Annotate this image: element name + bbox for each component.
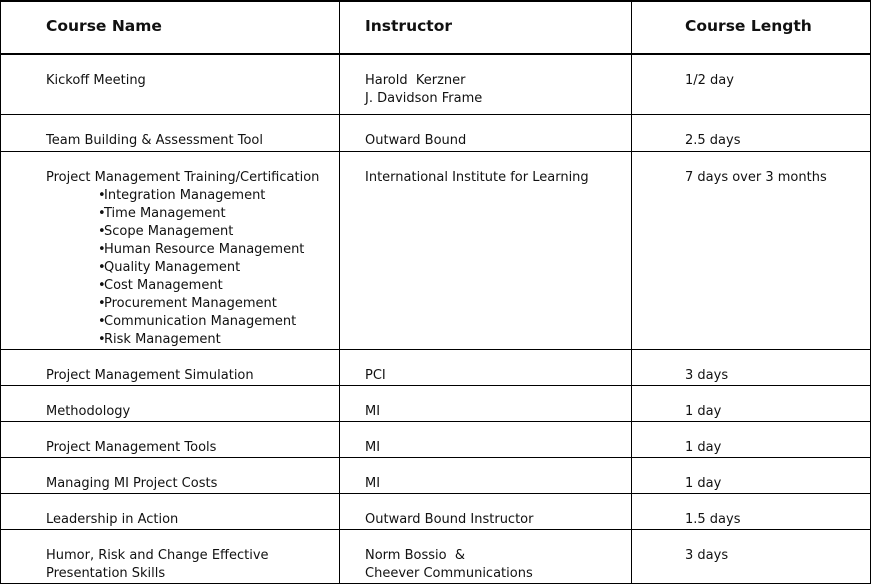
course-subtopic — [46, 331, 339, 349]
instructor-cell — [340, 54, 632, 114]
table-row — [1, 151, 871, 349]
course-name: Project Management Simulation — [46, 367, 254, 383]
instructor-name: Outward Bound Instructor — [365, 511, 534, 527]
course-subtopic — [46, 223, 339, 241]
course-name: Humor, Risk and Change Effective — [46, 547, 269, 563]
course-name: Kickoff Meeting — [46, 73, 146, 88]
course-subtopic — [46, 277, 339, 295]
table-row — [1, 493, 871, 529]
course-length-cell — [632, 349, 871, 385]
course-length-cell — [632, 151, 871, 349]
course-name-cell — [1, 54, 340, 114]
course-name-cell — [1, 421, 340, 457]
subtopic-label: Procurement Management — [104, 295, 277, 311]
course-name: Team Building & Assessment Tool — [46, 132, 263, 148]
course-length: 1.5 days — [685, 511, 741, 527]
course-length: 1 day — [685, 403, 722, 419]
bullet-icon: • — [98, 205, 106, 221]
header-course-length: Course Length — [632, 1, 871, 54]
course-length-cell — [632, 529, 871, 583]
course-name-cell — [1, 114, 340, 151]
subtopic-label: Time Management — [104, 205, 226, 221]
instructor-cell — [340, 529, 632, 583]
header-course-name: Course Name — [1, 1, 340, 54]
bullet-icon: • — [98, 241, 106, 257]
course-subtopic — [46, 241, 339, 259]
course-length: 2.5 days — [685, 132, 741, 148]
instructor-name: Cheever Communications — [365, 565, 533, 581]
course-name: Methodology — [46, 403, 131, 419]
course-name: Leadership in Action — [46, 511, 179, 527]
table-row — [1, 529, 871, 583]
course-name-cell — [1, 151, 340, 349]
instructor-name: PCI — [365, 367, 386, 383]
bullet-icon: • — [98, 295, 106, 311]
bullet-icon: • — [98, 313, 106, 329]
course-length: 3 days — [685, 367, 729, 383]
course-name-cell — [1, 385, 340, 421]
course-subtopic — [46, 187, 339, 205]
subtopic-label: Quality Management — [104, 259, 241, 275]
instructor-cell — [340, 385, 632, 421]
subtopic-label: Communication Management — [104, 313, 297, 329]
table-row — [1, 349, 871, 385]
bullet-icon: • — [98, 187, 106, 203]
instructor-name: MI — [365, 475, 381, 491]
table-row — [1, 385, 871, 421]
course-length-cell — [632, 114, 871, 151]
course-length: 1 day — [685, 475, 722, 491]
course-length: 1 day — [685, 439, 722, 455]
instructor-cell — [340, 151, 632, 349]
header-row — [1, 1, 871, 54]
table-row — [1, 421, 871, 457]
course-length: 7 days over 3 months — [685, 169, 827, 185]
course-length-cell — [632, 54, 871, 114]
course-subtopic — [46, 259, 339, 277]
course-length-cell — [632, 421, 871, 457]
course-length-cell — [632, 457, 871, 493]
table-row — [1, 54, 871, 114]
instructor-cell — [340, 114, 632, 151]
bullet-icon: • — [98, 277, 106, 293]
table-row — [1, 457, 871, 493]
course-name-cell — [1, 493, 340, 529]
instructor-cell — [340, 349, 632, 385]
bullet-icon: • — [98, 331, 106, 347]
course-name: Project Management Tools — [46, 439, 217, 455]
course-length-cell — [632, 493, 871, 529]
instructor-cell — [340, 457, 632, 493]
instructor-name: Norm Bossio & — [365, 547, 465, 563]
instructor-cell — [340, 493, 632, 529]
instructor-cell — [340, 421, 632, 457]
course-length: 3 days — [685, 547, 729, 563]
instructor-name: International Institute for Learning — [365, 169, 589, 185]
instructor-name: Harold Kerzner — [365, 73, 466, 88]
subtopic-label: Cost Management — [104, 277, 223, 293]
course-name-cell — [1, 529, 340, 583]
course-name: Managing MI Project Costs — [46, 475, 218, 491]
bullet-icon: • — [98, 259, 106, 275]
course-subtopic — [46, 295, 339, 313]
instructor-name: MI — [365, 439, 381, 455]
instructor-name: Outward Bound — [365, 132, 467, 148]
course-subtopic — [46, 205, 339, 223]
subtopic-label: Risk Management — [104, 331, 221, 347]
header-instructor: Instructor — [340, 1, 632, 54]
course-length: 1/2 day — [685, 73, 734, 88]
course-length-cell — [632, 385, 871, 421]
course-name: Project Management Training/Certification — [46, 169, 320, 185]
course-name: Presentation Skills — [46, 565, 166, 581]
table-row — [1, 114, 871, 151]
subtopic-label: Integration Management — [104, 187, 266, 203]
instructor-name: MI — [365, 403, 381, 419]
course-name-cell — [1, 349, 340, 385]
bullet-icon: • — [98, 223, 106, 239]
subtopic-label: Human Resource Management — [104, 241, 305, 257]
instructor-name: J. Davidson Frame — [365, 91, 483, 106]
course-subtopic — [46, 313, 339, 331]
course-name-cell — [1, 457, 340, 493]
subtopic-label: Scope Management — [104, 223, 234, 239]
